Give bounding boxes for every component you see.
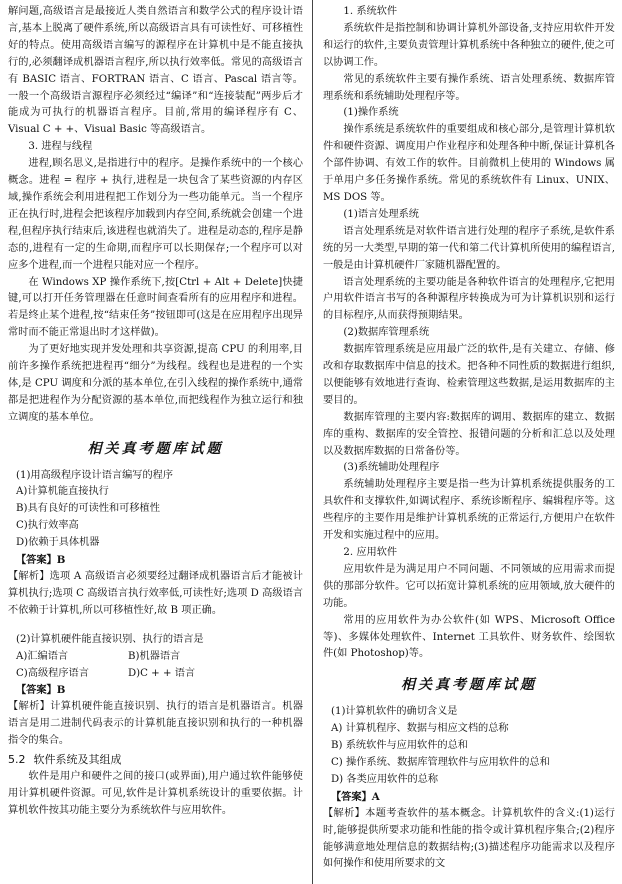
paragraph-winxp: 在 Windows XP 操作系统下,按[Ctrl + Alt + Delete]快捷键,可以打开任务管理器在任意时间查看所有的应用程序和进程。若是终止某个进程,按“结束任务”按钮即可(这是在应用程序出现异常时而不能正常退出时才这样做)。 <box>8 276 303 339</box>
heading-process-thread: 3. 进程与线程 <box>28 141 93 153</box>
option-d: D) 各类应用软件的总称 <box>331 773 439 785</box>
paragraph-process: 进程,顾名思义,是指进行中的程序。是操作系统中的一个核心概念。进程 = 程序 + 执行,进程是一块包含了某些资源的内存区域,操作系统会利用进程把工作划分为一些功能单元。当一个程序正在执行时,进程会把该程序加载到内存空间,系统就会创建一个进程,但程序执行结束后,该进程也就消失了。进程是动态的,程序是静态的,进程有一定的生命期,而程序可以长期保存;一个程序可以对应多个进程,而一个进程只能对应一个程序。 <box>8 158 303 271</box>
explanation: 【解析】本题考查软件的基本概念。计算机软件的含义:(1)运行时,能够提供所要求功能和性能的指令或计算机程序集合;(2)程序能够满意地处理信息的数据结构;(3)描述程序功能需求以及程序如何操作和使用所要求的文 <box>323 807 615 870</box>
exam-banner: 相关真考题库试题 <box>401 677 537 694</box>
option-b: B) 系统软件与应用软件的总和 <box>331 740 468 752</box>
option-b: B)机器语言 <box>128 650 181 662</box>
paragraph-dbms: 数据库管理系统是应用最广泛的软件,是有关建立、存储、修改和存取数据库中信息的技术。把各种不同性质的数据进行组织,以便能够有效地进行查询、检索管理这些数据,是运用数据库的主要目的。 <box>323 344 615 406</box>
question-stem: (2)计算机硬件能直接识别、执行的语言是 <box>16 633 204 645</box>
explanation: 【解析】选项 A 高级语言必须要经过翻译成机器语言后才能被计算机执行;选项 C 高级语言执行效率低,可读性好;选项 D 高级语言不依赖于计算机,所以可移植性好,故 B 项正确。 <box>8 571 303 616</box>
paragraph-language-function: 语言处理系统的主要功能是各种软件语言的处理程序,它把用户用软件语言书写的各种源程序转换成为可为计算机识别和运行的目标程序,从而获得预期结果。 <box>323 276 615 322</box>
paragraph-os: 操作系统是系统软件的重要组成和核心部分,是管理计算机软件和硬件资源、调度用户作业程序和处理各种中断,保证计算机各个部件协调、有效工作的软件。目前微机上使用的 Windows 属于单用户多任务操作系统。常见的系统软件有 Linux、UNIX、MS DOS 等。 <box>323 124 615 203</box>
question-stem: (1)计算机软件的确切含义是 <box>331 706 458 718</box>
right-column <box>323 4 615 873</box>
paragraph-dbms-content: 数据库管理的主要内容:数据库的调用、数据库的建立、数据库的重构、数据库的安全管控、报错问题的分析和汇总以及处理以及数据库数据的日常备份等。 <box>323 411 615 457</box>
explanation: 【解析】计算机硬件能直接识别、执行的语言是机器语言。机器语言是用二进制代码表示的计算机能直接识别和执行的一种机器指令的集合。 <box>8 701 303 747</box>
column-divider <box>312 0 313 884</box>
paragraph-language-system: 语言处理系统是对软件语言进行处理的程序子系统,是软件系统的另一大类型,早期的第一代和第二代计算机所使用的编程语言,一般是由计算机硬件厂家随机器配置的。 <box>323 225 615 271</box>
paragraph-thread: 为了更好地实现并发处理和共享资源,提高 CPU 的利用率,目前许多操作系统把进程再“细分”为线程。线程也是进程的一个实体,是 CPU 调度和分派的基本单位,在引入线程的操作系统中,通常都是把进程作为分配资源的基本单位,而把线程作为独立运行和独立调度的基本单位。 <box>8 344 303 423</box>
option-b: B)具有良好的可读性和可移植性 <box>16 503 160 515</box>
section-heading <box>8 752 303 769</box>
left-column <box>8 4 303 820</box>
option-row <box>16 649 303 666</box>
option-d: D)C + + 语言 <box>128 667 196 679</box>
exam-banner: 相关真考题库试题 <box>87 440 224 457</box>
answer-label: 【答案】B <box>16 554 66 567</box>
paragraph-app-software: 应用软件是为满足用户不同问题、不同领域的应用需求而提供的那部分软件。它可以拓宽计算机系统的应用领域,放大硬件的功能。 <box>323 563 615 609</box>
heading-aux: (3)系统辅助处理程序 <box>343 462 440 474</box>
heading-dbms: (2)数据库管理系统 <box>343 327 430 339</box>
paragraph-aux: 系统辅助处理程序主要是指一些为计算机系统提供服务的工具软件和支撑软件,如调试程序、系统诊断程序、编辑程序等。这些程序的主要作用是维护计算机系统的正常运行,方便用户在软件开发和实施过程中的应用。 <box>323 479 615 542</box>
heading-os: (1)操作系统 <box>343 107 399 119</box>
heading-system-software: 1. 系统软件 <box>343 6 398 17</box>
section-title: 软件系统及其组成 <box>33 753 122 767</box>
paragraph-intro: 解问题,高级语言是最接近人类自然语言和数学公式的程序设计语言,基本上脱离了硬件系统,所以高级语言具有可读性好、可移植性好的特点。使用高级语言编写的源程序在计算机中是不能直接执行的,必须翻译成机器语言程序,所以执行效率低。常见的高级语言有 BASIC 语言、FORTRAN 语言、C 语言、Pascal 语言等。一般一个高级语言源程序必须经过“编译”和“连接装配”两步后才能成为可执行的机器语言程序。目前,常用的编译程序有 C、Visual C + +、Visual Basic 等高级语言。 <box>8 6 303 136</box>
paragraph-system-software: 系统软件是指控制和协调计算机外部设备,支持应用软件开发和运行的软件,主要负责管理计算机系统中各种独立的硬件,使之可以协调工作。 <box>323 22 615 68</box>
option-row <box>16 666 303 683</box>
option-a: A)汇编语言 <box>16 650 69 662</box>
option-c: C)执行效率高 <box>16 520 79 532</box>
option-a: A)计算机能直接执行 <box>16 486 109 498</box>
answer-label: 【答案】A <box>331 790 380 803</box>
section-number: 5.2 <box>8 753 26 767</box>
heading-app-software: 2. 应用软件 <box>343 547 398 558</box>
heading-language-system: (1)语言处理系统 <box>343 208 419 220</box>
answer-label: 【答案】B <box>16 684 66 697</box>
option-c: C) 操作系统、数据库管理软件与应用软件的总和 <box>331 756 550 768</box>
question-stem: (1)用高级程序设计语言编写的程序 <box>16 469 174 481</box>
paragraph-system-software-types: 常见的系统软件主要有操作系统、语言处理系统、数据库管理系统和系统辅助处理程序等。 <box>323 73 615 102</box>
paragraph-software: 软件是用户和硬件之间的接口(或界面),用户通过软件能够使用计算机硬件资源。可见,软件是计算机系统设计的重要依据。计算机软件按其功能主要分为系统软件与应用软件。 <box>8 770 303 816</box>
option-c: C)高级程序语言 <box>16 667 89 679</box>
option-d: D)依赖于具体机器 <box>16 537 100 549</box>
paragraph-app-examples: 常用的应用软件为办公软件(如 WPS、Microsoft Office 等)、多媒体处理软件、Internet 工具软件、财务软件、绘图软件(如 Photoshop)等。 <box>323 614 615 660</box>
option-a: A) 计算机程序、数据与相应文档的总称 <box>331 723 509 735</box>
